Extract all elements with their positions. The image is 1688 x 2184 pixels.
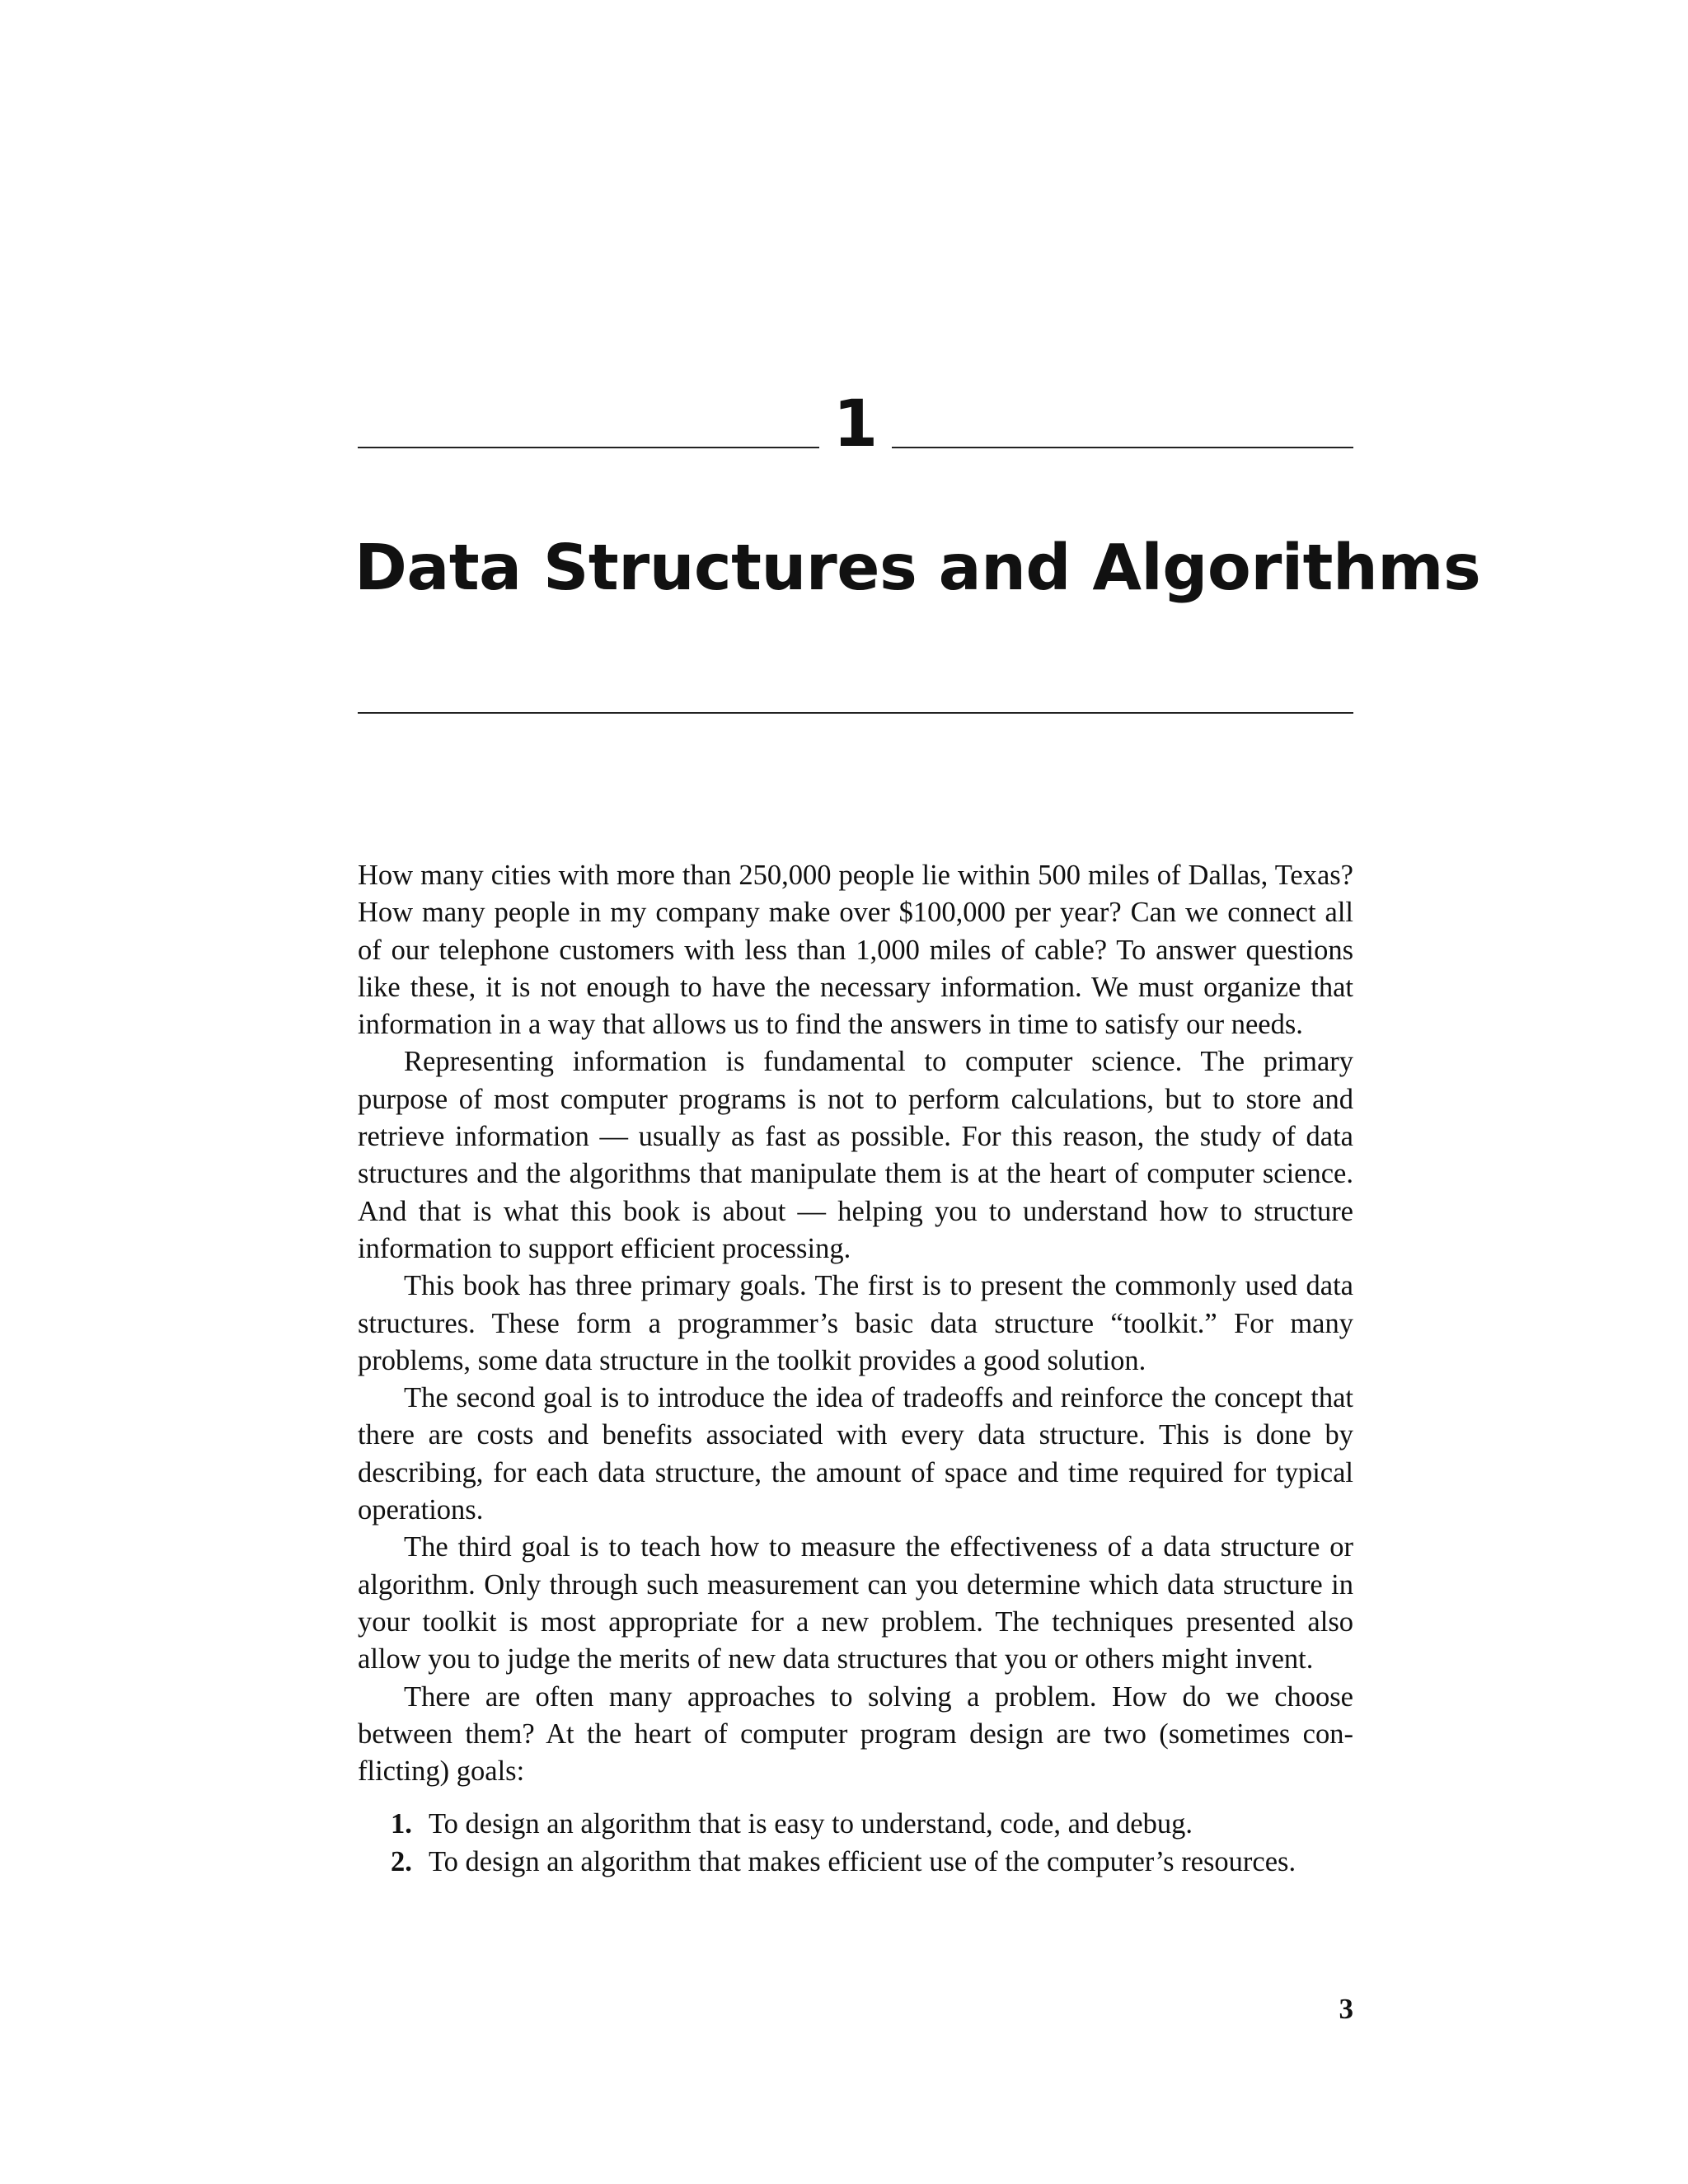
page-number: 3 <box>1339 1993 1353 2025</box>
design-goals-list <box>358 1805 1353 1881</box>
chapter-header <box>358 387 1353 470</box>
chapter-number: 1 <box>832 387 879 462</box>
paragraph-approaches: There are often many approaches to solving a problem. How do we choose between them? At the heart of computer program design are two (sometimes conflicting) goals: <box>358 1680 1353 1788</box>
paragraph-intro: How many cities with more than 250,000 people lie within 500 miles of Dallas, Texas? How many people in my company make over $100,000 per year? Can we connect all of our telephone customers with less than 1,000 miles of cable? To answer questions like these, it is not enough to have the necessary information. We must organize that information in a way that allows us to find the answers in time to satisfy our needs. <box>358 860 1353 1041</box>
paragraph-third-goal: The third goal is to teach how to measure the effectiveness of a data structure or algorithm. Only through such measurement can you determine which data structure in your toolkit is most appropriate for a new problem. The techniques presented also allow you to judge the merits of new data structures that you or others might invent. <box>358 1531 1353 1675</box>
paragraph-second-goal: The second goal is to introduce the idea of tradeoffs and reinforce the concept that there are costs and benefits associated with every data structure. This is done by describing, for each data structure, the amount of space and time required for typical operations. <box>358 1382 1353 1526</box>
paragraph-representing: Representing information is fundamental to computer science. The primary purpose of most computer programs is not to perform calculations, but to store and retrieve information — usually as fast as possible. For this reason, the study of data structures and the algorithms that manipulate them is at the heart of computer science. And that is what this book is about — helping you to understand how to structure information to support efficient processing. <box>358 1046 1353 1264</box>
chapter-body <box>358 857 1353 1881</box>
list-item <box>358 1843 1353 1881</box>
chapter-rule-left <box>358 447 819 448</box>
list-item-text: To design an algorithm that makes efficient use of the computer’s resources. <box>429 1846 1296 1878</box>
list-item-number: 2. <box>391 1846 412 1878</box>
chapter-title: Data Structures and Algorithms <box>354 532 1481 605</box>
list-item-text: To design an algorithm that is easy to understand, code, and debug. <box>429 1808 1193 1840</box>
paragraph-goals: This book has three primary goals. The first is to present the commonly used data structures. These form a programmer’s basic data structure “toolkit.” For many problems, some data structure in the toolkit provides a good solution. <box>358 1270 1353 1376</box>
list-item <box>358 1805 1353 1843</box>
title-rule <box>358 712 1353 714</box>
chapter-rule-right <box>892 447 1353 448</box>
list-item-number: 1. <box>391 1808 412 1840</box>
